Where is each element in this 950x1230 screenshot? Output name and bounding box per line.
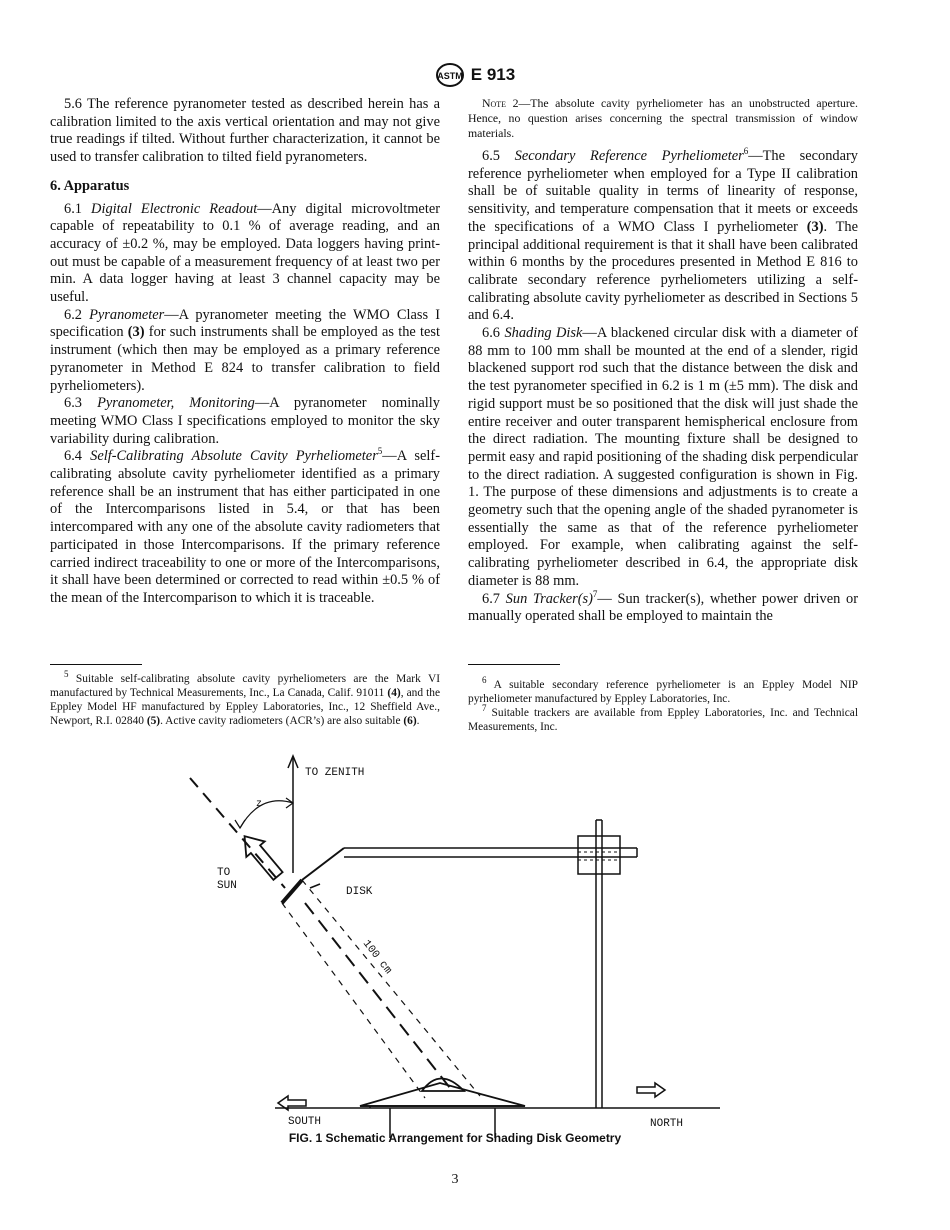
label-sun: SUN [217, 880, 237, 892]
north-arrow-icon [637, 1083, 665, 1097]
label-to-zenith: TO ZENITH [305, 767, 365, 779]
paragraph-6-4: 6.4 Self-Calibrating Absolute Cavity Pyrheliometer$^5$—A self-calibrating absolute cavity pyrheliometer identified as a primary reference shall be an instrument that has either participated in one of the Intercomparisons listed in 5.4, or that has been intercompared with any one of the absolute cavity radiometers that participated in those Intercomparisons. If the primary reference carried indirect traceability to one or more of the Intercomparisons, it shall have been determined or corrected to read within ±0.5 % of the mean of the Intercomparison to which it is traceable. [50, 446, 440, 606]
footnote-7: $^7$ Suitable trackers are available from Eppley Laboratories, Inc. and Technical Measurements, Inc. [468, 703, 858, 733]
section-heading-apparatus: 6. Apparatus [50, 177, 130, 194]
page-header [0, 62, 950, 88]
footnote-rule [50, 664, 142, 665]
shading-disk [282, 880, 302, 903]
term: Sun Tracker(s) [505, 590, 593, 607]
sun-tracker-box [578, 836, 620, 874]
note-2: Note 2—The absolute cavity pyrheliometer has an unobstructed aperture. Hence, no question arises concerning the spectral transmission of window materials. [468, 96, 858, 140]
footnote-ref: 7 [592, 588, 598, 599]
term: Self-Calibrating Absolute Cavity Pyrheliometer [90, 448, 378, 465]
footnote-ref: 5 [377, 446, 383, 457]
astm-logo-icon [435, 62, 465, 88]
sun-direction-line [190, 778, 285, 888]
shadow-centre-line [305, 903, 450, 1088]
zenith-angle-arc [240, 801, 293, 828]
figure-caption: FIG. 1 Schematic Arrangement for Shading Disk Geometry [288, 1131, 622, 1145]
paragraph-6-1: 6.1 Digital Electronic Readout—Any digital microvoltmeter capable of repeatability to 0.1 % of average reading, and an accuracy of ±0.2 %, may be employed. Data loggers having print-out must be capable of a measurement frequency of at least two per min. A data logger having at least 3 channel capacity may be useful. [50, 200, 440, 306]
label-south: SOUTH [288, 1116, 322, 1128]
left-column [50, 96, 440, 608]
figure-1-shading-disk-schematic [150, 748, 750, 1138]
label-to: TO [217, 867, 231, 879]
paragraph-5-6: 5.6 The reference pyranometer tested as described herein has a calibration limited to the axis vertical orientation and may not give true readings if tilted. Without further characterization, it cannot be used to transfer calibration to tilted field pyranometers. [50, 96, 440, 166]
to-sun-arrow-icon [235, 828, 287, 883]
label-north: NORTH [650, 1118, 684, 1130]
footnotes-6-7 [468, 675, 858, 734]
standard-designation: E 913 [470, 65, 516, 84]
support-rod-diagonal [302, 848, 344, 880]
term: Pyranometer [89, 306, 165, 323]
shadow-boundary-line [282, 903, 425, 1098]
term: Secondary Reference Pyrheliometer [514, 148, 744, 164]
label-disk: DISK [346, 886, 373, 898]
term: Shading Disk [504, 325, 583, 342]
term: Pyranometer, Monitoring [97, 395, 255, 412]
footnote-5: $^5$ Suitable self-calibrating absolute cavity pyrheliometers are the Mark VI manufactured by Technical Measurements, Inc., La Canada, Calif. 91011 (4), and the Eppley Model HF manufactured by Eppley Laboratories, Inc., 12 Sheffield Ave., Newport, R.I. 02840 (5). Active cavity radiometers (ACR’s) are also suitable (6). [50, 669, 440, 727]
reference: (3) [806, 218, 824, 235]
reference: (3) [127, 324, 145, 341]
term: Digital Electronic Readout [91, 200, 258, 217]
paragraph-6-3: 6.3 Pyranometer, Monitoring—A pyranometer nominally meeting WMO Class I specifications employed to monitor the sky variability during calibration. [50, 395, 440, 447]
footnote-6: $^6$ A suitable secondary reference pyrheliometer is an Eppley Model NIP pyrheliometer manufactured by Eppley Laboratories, Inc. [468, 675, 858, 705]
footnote-ref: 6 [743, 146, 749, 157]
footnote-rule [468, 664, 560, 665]
label-distance: 100 cm [359, 938, 394, 977]
paragraph-6-7: 6.7 Sun $Tracker(s)^7—$ Sun tracker(s), whether power driven or manually operated shall be employed to maintain the [468, 588, 858, 625]
paragraph-6-6: 6.6 Shading Disk—A blackened circular disk with a diameter of 88 mm to 100 mm shall be mounted at the end of a slender, rigid blackened support rod such that the distance between the disk and the test pyranometer specified in 6.2 is 1 m (±5 mm). The disk and rigid support must be so positioned that the disk will just shade the entire receiver and outer transparent hemispherical enclosure from the direct radiation. The mounting fixture shall be designed to permit easy and rapid positioning of the shading disk perpendicular to the direct radiation. A suggested configuration is shown in Fig. 1. The purpose of these dimensions and adjustments is to create a geometry such that the opening angle of the shaded pyranometer is essentially the same as that of the reference pyrheliometer employed. For example, when calibrating against the self-calibrating pyrheliometer described in 6.4, the appropriate disk diameter is 88 mm. [468, 325, 858, 589]
shadow-boundary-line [302, 880, 480, 1096]
paragraph-6-2: 6.2 Pyranometer—A pyranometer meeting the WMO Class I specification (3) for such instruments shall be employed as the test instrument (which then may be employed as a primary reference pyranometer in Method E 824 to transfer calibration to field pyrheliometers). [50, 306, 440, 394]
page-number: 3 [451, 1172, 459, 1187]
right-column [468, 96, 858, 626]
paragraph-6-5: 6.5 Secondary Reference Pyrheliometer$^6$—The secondary reference pyrheliometer when employed for a Type II calibration shall be of suitable quality in terms of linearity of response, sensitivity, and temperature compensation that it meets or exceeds the specifications of a WMO Class I pyrheliometer (3). The principal additional requirement is that it shall have been calibrated within 6 months by the procedures presented in Method E 816 to calibrate secondary reference pyrheliometers utilizing a self-calibrating absolute cavity pyrheliometer as described in Sections 5 and 6.4. [468, 146, 858, 324]
svg-text:ASTM: ASTM [437, 71, 463, 81]
pyranometer-shield [360, 1083, 525, 1106]
label-zenith-angle: z [256, 799, 263, 810]
